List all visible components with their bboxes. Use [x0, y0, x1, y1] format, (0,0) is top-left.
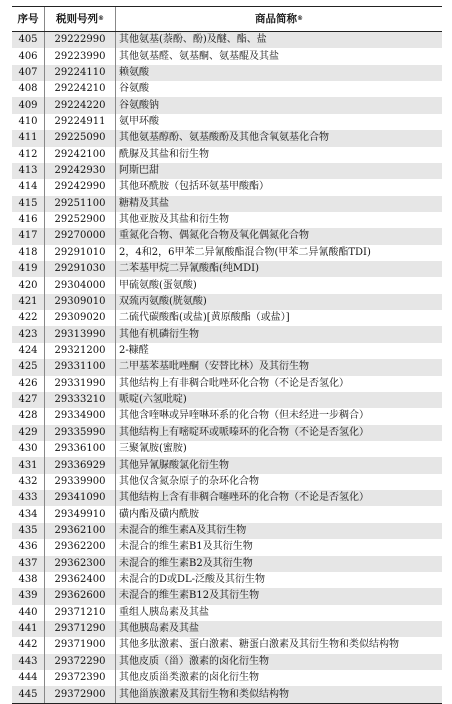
- row-code: 29372390: [45, 670, 116, 686]
- header-code: [45, 7, 116, 31]
- table-row: [12, 621, 442, 637]
- row-code: 29362400: [45, 572, 116, 588]
- row-code: 29372900: [45, 686, 116, 702]
- row-no: 425: [12, 359, 45, 375]
- row-name: 赖氨酸: [119, 66, 149, 78]
- row-code: 29333210: [45, 392, 116, 408]
- row-name: 其他多肽激素、蛋白激素、糖蛋白激素及其衍生物和类似结构物: [119, 639, 399, 651]
- row-no: 435: [12, 523, 45, 539]
- row-name: 其他结构上有嘧啶环或哌嗪环的化合物（不论是否氢化）: [119, 426, 369, 438]
- table-row: [12, 376, 442, 392]
- row-name: 三聚氰胺(蜜胺): [119, 443, 187, 455]
- row-no: 412: [12, 147, 45, 163]
- row-no: 433: [12, 490, 45, 506]
- table-row: [12, 637, 442, 653]
- row-name: 未混合的维生素B1及其衍生物: [119, 541, 253, 553]
- row-code: 29309010: [45, 294, 116, 310]
- row-no: 423: [12, 326, 45, 342]
- row-no: 408: [12, 81, 45, 97]
- row-no: 441: [12, 621, 45, 637]
- row-no: 442: [12, 637, 45, 653]
- row-code: 29362100: [45, 523, 116, 539]
- row-name: 未混合的D或DL-泛酸及其衍生物: [119, 574, 266, 586]
- table-row: [12, 523, 442, 539]
- table-row: [12, 48, 442, 64]
- row-no: 436: [12, 539, 45, 555]
- table-row: [12, 147, 442, 163]
- table-body: [12, 32, 442, 703]
- row-code: 29222990: [45, 32, 116, 48]
- row-no: 419: [12, 261, 45, 277]
- table-row: [12, 310, 442, 326]
- table-row: [12, 277, 442, 293]
- row-name: 其他氨基醇酚、氨基酸酚及其他含氧氨基化合物: [119, 132, 329, 144]
- table-row: [12, 163, 442, 179]
- row-no: 427: [12, 392, 45, 408]
- row-name: 谷氨酸: [119, 83, 149, 95]
- row-no: 439: [12, 588, 45, 604]
- table-row: [12, 97, 442, 113]
- row-code: 29270000: [45, 228, 116, 244]
- row-code: 29225090: [45, 130, 116, 146]
- row-name: 其他氨基(萘酚、酚)及醚、酯、盐: [119, 34, 267, 46]
- row-no: 406: [12, 48, 45, 64]
- table-row: [12, 32, 442, 48]
- row-code: 29336929: [45, 457, 116, 473]
- table-row: [12, 196, 442, 212]
- row-code: 29336100: [45, 441, 116, 457]
- row-code: 29339900: [45, 474, 116, 490]
- row-name: 二硫代碳酸酯(或盐)[黄原酸酯（或盐）]: [119, 312, 290, 324]
- row-code: 29372290: [45, 654, 116, 670]
- row-name: 其他有机磷衍生物: [119, 328, 199, 340]
- row-code: 29371210: [45, 605, 116, 621]
- header-name-mark: ®: [297, 15, 303, 22]
- row-name: 其他异氰脲酸氯化衍生物: [119, 459, 229, 471]
- row-code: 29313990: [45, 326, 116, 342]
- row-name: 甲硫氨酸(蛋氨酸): [119, 279, 197, 291]
- row-no: 413: [12, 163, 45, 179]
- table-row: [12, 539, 442, 555]
- table-row: [12, 65, 442, 81]
- table-row: [12, 556, 442, 572]
- row-code: 29371900: [45, 637, 116, 653]
- row-name: 重组人胰岛素及其盐: [119, 606, 209, 618]
- table-row: [12, 343, 442, 359]
- row-code: 29224210: [45, 81, 116, 97]
- row-code: 29224110: [45, 65, 116, 81]
- row-no: 440: [12, 605, 45, 621]
- row-no: 426: [12, 376, 45, 392]
- table-row: [12, 130, 442, 146]
- row-name: 其他亚胺及其盐和衍生物: [119, 214, 229, 226]
- table-row: [12, 490, 442, 506]
- row-no: 417: [12, 228, 45, 244]
- row-code: 29224220: [45, 97, 116, 113]
- row-no: 443: [12, 654, 45, 670]
- row-no: 445: [12, 686, 45, 702]
- row-code: 29291030: [45, 261, 116, 277]
- row-code: 29331100: [45, 359, 116, 375]
- row-name: 其他皮质甾类激素的卤化衍生物: [119, 672, 259, 684]
- row-code: 29242930: [45, 163, 116, 179]
- table-row: [12, 441, 442, 457]
- tariff-table: [12, 6, 442, 704]
- row-name: 未混合的维生素B2及其衍生物: [119, 557, 253, 569]
- row-code: 29224911: [45, 114, 116, 130]
- row-name: 其他胰岛素及其盐: [119, 623, 199, 635]
- row-code: 29242100: [45, 147, 116, 163]
- header-name: [116, 7, 442, 31]
- table-row: [12, 294, 442, 310]
- row-no: 444: [12, 670, 45, 686]
- row-code: 29341090: [45, 490, 116, 506]
- row-name: 双巯丙氨酸(胱氨酸): [119, 295, 207, 307]
- table-row: [12, 605, 442, 621]
- row-name: 其他仅含氮杂原子的杂环化合物: [119, 475, 259, 487]
- row-no: 409: [12, 97, 45, 113]
- header-no-label: 序号: [17, 12, 39, 25]
- header-name-label: 商品简称: [255, 12, 297, 25]
- row-name: 其他含喹啉或异喹啉环系的化合物（但未经进一步稠合）: [119, 410, 369, 422]
- row-no: 422: [12, 310, 45, 326]
- row-code: 29304000: [45, 277, 116, 293]
- table-row: [12, 81, 442, 97]
- table-row: [12, 212, 442, 228]
- table-row: [12, 506, 442, 522]
- row-no: 405: [12, 32, 45, 48]
- row-no: 429: [12, 425, 45, 441]
- row-name: 其他氨基醛、氨基酮、氨基醌及其盐: [119, 50, 279, 62]
- row-name: 2-糠醛: [119, 345, 149, 356]
- table-row: [12, 261, 442, 277]
- row-no: 414: [12, 179, 45, 195]
- row-code: 29335990: [45, 425, 116, 441]
- row-name: 2，4和2，6甲苯二异氰酸酯混合物(甲苯二异氰酸酯TDI): [119, 246, 371, 258]
- row-name: 其他皮质（甾）激素的卤化衍生物: [119, 655, 269, 667]
- row-code: 29291010: [45, 245, 116, 261]
- row-code: 29362600: [45, 588, 116, 604]
- table-row: [12, 457, 442, 473]
- row-name: 重氮化合物、偶氮化合物及氧化偶氮化合物: [119, 230, 309, 242]
- row-no: 410: [12, 114, 45, 130]
- header-code-mark: ®: [98, 15, 104, 22]
- row-no: 437: [12, 556, 45, 572]
- row-code: 29309020: [45, 310, 116, 326]
- table-row: [12, 179, 442, 195]
- table-row: [12, 228, 442, 244]
- table-row: [12, 686, 442, 702]
- row-name: 氨甲环酸: [119, 115, 159, 127]
- table-row: [12, 474, 442, 490]
- row-code: 29223990: [45, 48, 116, 64]
- table-row: [12, 588, 442, 604]
- row-no: 431: [12, 457, 45, 473]
- row-no: 424: [12, 343, 45, 359]
- row-no: 438: [12, 572, 45, 588]
- row-code: 29242990: [45, 179, 116, 195]
- row-name: 哌啶(六氢吡啶): [119, 394, 187, 406]
- row-no: 430: [12, 441, 45, 457]
- row-name: 二甲基苯基吡唑酮（安替比林）及其衍生物: [119, 361, 309, 373]
- row-name: 酰脲及其盐和衍生物: [119, 148, 209, 160]
- row-code: 29252900: [45, 212, 116, 228]
- row-code: 29321200: [45, 343, 116, 359]
- row-name: 磺内酯及磺内酰胺: [119, 508, 199, 520]
- row-no: 428: [12, 408, 45, 424]
- row-name: 其他结构上含有非稠合噻唑环的化合物（不论是否氢化）: [119, 492, 369, 504]
- row-name: 二苯基甲烷二异氰酸酯(纯MDI): [119, 263, 260, 275]
- row-code: 29371290: [45, 621, 116, 637]
- table-row: [12, 408, 442, 424]
- row-code: 29362300: [45, 556, 116, 572]
- row-no: 432: [12, 474, 45, 490]
- row-name: 阿斯巴甜: [119, 165, 159, 177]
- table-row: [12, 326, 442, 342]
- row-no: 420: [12, 277, 45, 293]
- row-name: 糖精及其盐: [119, 197, 169, 209]
- row-code: 29251100: [45, 196, 116, 212]
- row-code: 29349910: [45, 506, 116, 522]
- row-code: 29334900: [45, 408, 116, 424]
- row-no: 434: [12, 506, 45, 522]
- header-code-label: 税则号列: [56, 12, 98, 25]
- table-header: [12, 7, 442, 32]
- row-no: 421: [12, 294, 45, 310]
- table-row: [12, 392, 442, 408]
- row-code: 29331990: [45, 376, 116, 392]
- row-no: 418: [12, 245, 45, 261]
- row-name: 谷氨酸钠: [119, 99, 159, 111]
- row-name: 其他环酰胺（包括环氨基甲酸酯）: [119, 181, 269, 193]
- row-no: 407: [12, 65, 45, 81]
- row-no: 415: [12, 196, 45, 212]
- table-row: [12, 359, 442, 375]
- row-code: 29362200: [45, 539, 116, 555]
- table-row: [12, 572, 442, 588]
- row-name: 其他结构上有非稠合吡唑环化合物（不论是否氢化）: [119, 377, 349, 389]
- table-row: [12, 670, 442, 686]
- row-no: 416: [12, 212, 45, 228]
- row-name: 未混合的维生素B12及其衍生物: [119, 590, 260, 602]
- table-row: [12, 425, 442, 441]
- row-no: 411: [12, 130, 45, 146]
- row-name: 未混合的维生素A及其衍生物: [119, 524, 247, 536]
- header-no: [12, 7, 45, 31]
- row-name: 其他甾族激素及其衍生物和类似结构物: [119, 688, 289, 700]
- table-row: [12, 654, 442, 670]
- table-row: [12, 114, 442, 130]
- table-row: [12, 245, 442, 261]
